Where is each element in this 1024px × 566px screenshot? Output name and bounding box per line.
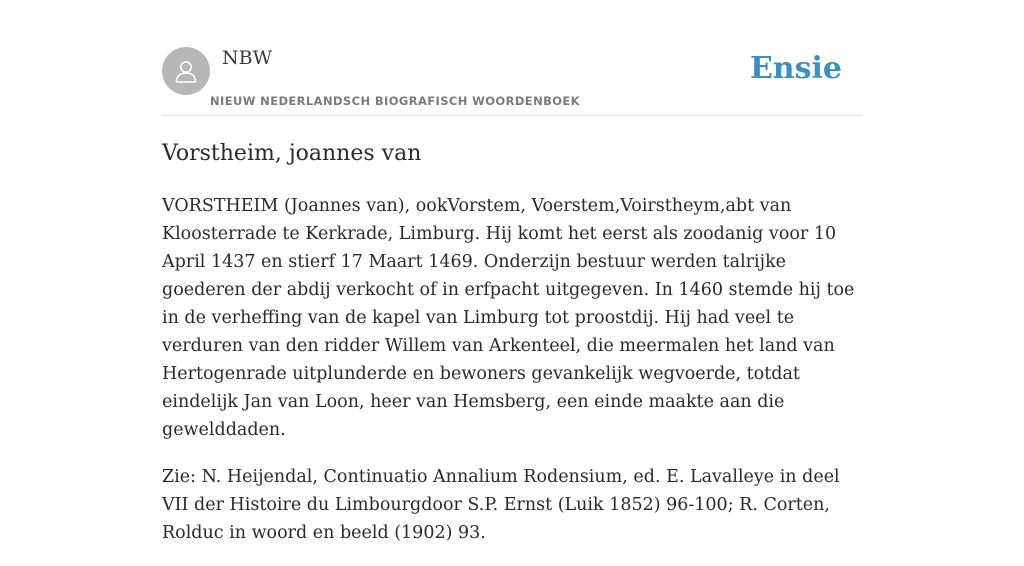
article-references: Zie: N. Heijendal, Continuatio Annalium Rodensium, ed. E. Lavalleye in deel VII der Histoire du Limbourgdoor S.P. Ernst (Luik 1852) 96-100; R. Corten, Rolduc in woord en beeld (1902) 93.: [162, 467, 840, 543]
source-avatar[interactable]: [162, 47, 210, 95]
person-icon: [171, 56, 201, 86]
article-body: [162, 192, 862, 566]
source-name[interactable]: NBW: [222, 47, 273, 69]
ensie-logo[interactable]: Ensie: [749, 51, 842, 86]
article-title: Vorstheim, joannes van: [162, 141, 422, 166]
source-subtitle: NIEUW NEDERLANDSCH BIOGRAFISCH WOORDENBOEK: [210, 94, 580, 108]
source-header: [162, 0, 862, 116]
article-paragraph: VORSTHEIM (Joannes van), ookVorstem, Voerstem,Voirstheym,abt van Kloosterrade te Kerkrade, Limburg. Hij komt het eerst als zoodanig voor 10 April 1437 en stierf 17 Maart 1469. Onderzijn bestuur werden talrijke goederen der abdij verkocht of in erfpacht uitgegeven. In 1460 stemde hij toe in de verheffing van de kapel van Limburg tot proostdij. Hij had veel te verduren van den ridder Willem van Arkenteel, die meermalen het land van Hertogenrade uitplunderde en bewoners gevankelijk wegvoerde, totdat eindelijk Jan van Loon, heer van Hemsberg, een einde maakte aan die gewelddaden.: [162, 196, 855, 440]
